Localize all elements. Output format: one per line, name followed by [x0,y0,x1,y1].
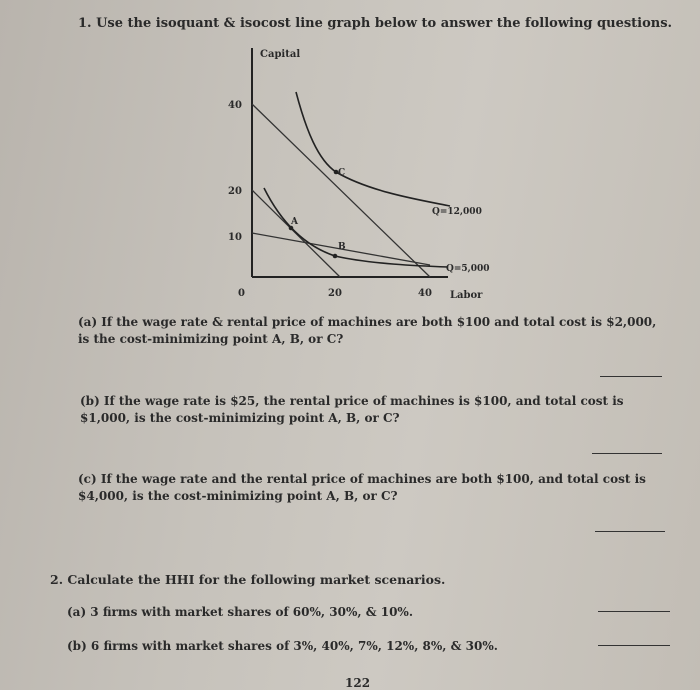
isoquant-high [296,92,450,206]
y-tick-20: 20 [228,186,242,197]
x-tick-20: 20 [328,288,342,299]
y-axis-label: Capital [260,49,301,60]
page-number: 122 [345,676,371,690]
isoquant-low-label: Q=5,000 [446,264,490,274]
y-tick-10: 10 [228,232,242,243]
question-1-prompt: 1. Use the isoquant & isocost line graph below to answer the following questions. [78,16,673,31]
x-axis-label: Labor [450,290,483,300]
answer-blank-2b[interactable] [598,645,670,646]
isoquant-high-label: Q=12,000 [432,207,482,217]
question-1b-text: (b) If the wage rate is $25, the rental price of machines is $100, and total cost is $1,000, is the cost-minimizing point A, B, or C? [80,394,624,425]
point-a-label: A [291,217,298,227]
question-1a-text: (a) If the wage rate & rental price of machines are both $100 and total cost is $2,000, is the cost-minimizing point A, B, or C? [78,315,657,346]
x-tick-40: 40 [418,288,432,299]
answer-blank-1a[interactable] [600,376,662,377]
question-1c-text: (c) If the wage rate and the rental price of machines are both $100, and total cost is $4,000, is the cost-minimizing point A, B, or C? [78,472,646,503]
question-2b-text: (b) 6 firms with market shares of 3%, 40%, 7%, 12%, 8%, & 30%. [67,639,498,653]
point-b-label: B [338,242,346,252]
point-c-label: C [338,168,346,178]
isoquant-isocost-graph [220,40,520,300]
question-2-prompt: 2. Calculate the HHI for the following market scenarios. [50,572,446,587]
point-b-marker [333,254,338,259]
answer-blank-1b[interactable] [592,453,662,454]
y-tick-40: 40 [228,100,242,111]
answer-blank-2a[interactable] [598,611,670,612]
x-tick-0: 0 [238,288,245,299]
answer-blank-1c[interactable] [595,531,665,532]
question-2a-text: (a) 3 firms with market shares of 60%, 30%, & 10%. [67,605,414,619]
